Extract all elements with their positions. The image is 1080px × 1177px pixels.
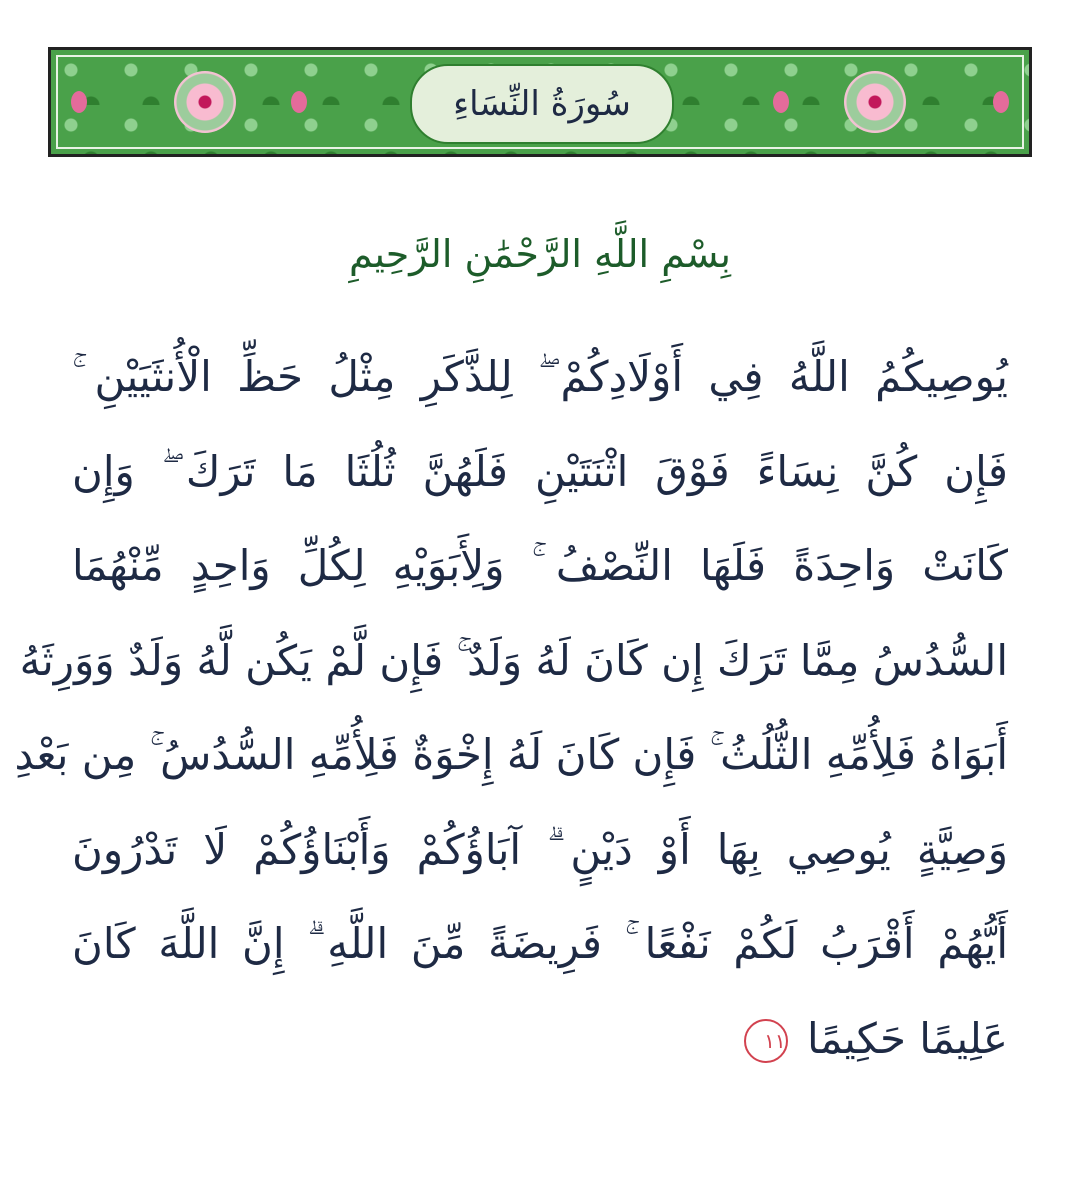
bismillah: بِسْمِ اللَّهِ الرَّحْمَٰنِ الرَّحِيمِ [349, 232, 731, 276]
text-line: عَلِيمًا حَكِيمًا [807, 1013, 1008, 1063]
flower-bud-ornament [993, 91, 1009, 113]
text-line: السُّدُسُ مِمَّا تَرَكَ إِن كَانَ لَهُ وَلَدٌ ۚ فَإِن لَّمْ يَكُن لَّهُ وَلَدٌ وَوَرِثَهُ [19, 635, 1008, 685]
surah-header-banner [48, 47, 1032, 157]
text-line: فَإِن كُنَّ نِسَاءً فَوْقَ اثْنَتَيْنِ فَلَهُنَّ ثُلُثَا مَا تَرَكَ ۖ وَإِن [72, 446, 1008, 496]
surah-title: سُورَةُ النِّسَاءِ [453, 84, 631, 124]
flower-bud-ornament [773, 91, 789, 113]
verse-text [14, 330, 1008, 1086]
rosette-ornament-left [174, 71, 236, 133]
flower-bud-ornament [291, 91, 307, 113]
text-line: يُوصِيكُمُ اللَّهُ فِي أَوْلَادِكُمْ ۖ لِلذَّكَرِ مِثْلُ حَظِّ الْأُنثَيَيْنِ ۚ [72, 352, 1008, 401]
rosette-ornament-right [844, 71, 906, 133]
text-line-last [72, 992, 1008, 1087]
text-line: أَبَوَاهُ فَلِأُمِّهِ الثُّلُثُ ۚ فَإِن كَانَ لَهُ إِخْوَةٌ فَلِأُمِّهِ السُّدُسُ ۚ مِن بَعْدِ [14, 730, 1008, 779]
surah-title-cartouche [410, 64, 674, 144]
verse-number-marker: ١١ [744, 1019, 788, 1063]
text-line: وَصِيَّةٍ يُوصِي بِهَا أَوْ دَيْنٍ ۗ آبَاؤُكُمْ وَأَبْنَاؤُكُمْ لَا تَدْرُونَ [72, 824, 1008, 874]
text-line: أَيُّهُمْ أَقْرَبُ لَكُمْ نَفْعًا ۚ فَرِيضَةً مِّنَ اللَّهِ ۗ إِنَّ اللَّهَ كَانَ [72, 919, 1008, 968]
text-line: كَانَتْ وَاحِدَةً فَلَهَا النِّصْفُ ۚ وَلِأَبَوَيْهِ لِكُلِّ وَاحِدٍ مِّنْهُمَا [72, 541, 1008, 590]
flower-bud-ornament [71, 91, 87, 113]
